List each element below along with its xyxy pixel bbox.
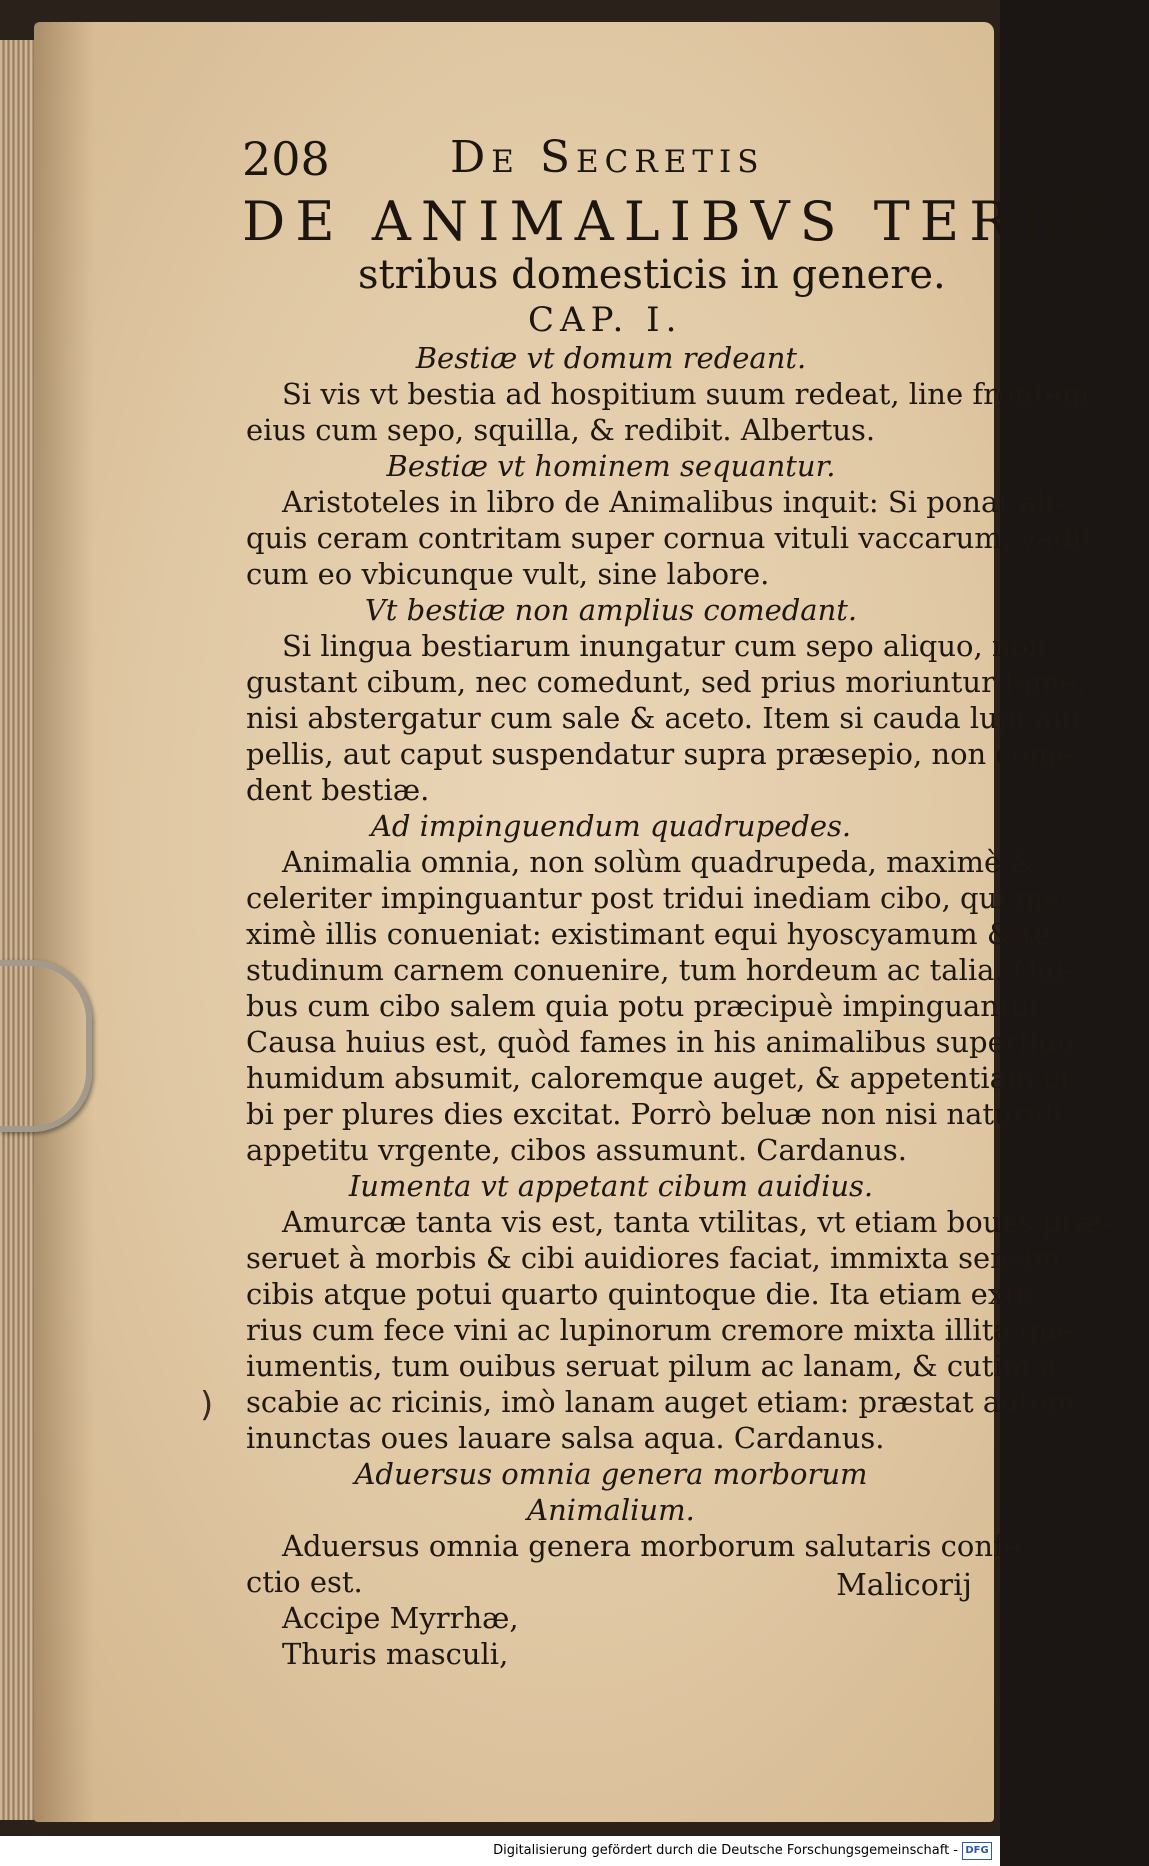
text-line: cum eo vbicunque vult, sine labore. xyxy=(246,557,770,591)
section-heading: Ad impinguendum quadrupedes. xyxy=(370,809,852,843)
book-clip xyxy=(0,960,92,1132)
text-line: Si lingua bestiarum inungatur cum sepo aliquo, non xyxy=(282,629,1047,663)
gutter-shadow xyxy=(34,22,94,1822)
recipe-line: Accipe Myrrhæ, xyxy=(282,1601,519,1635)
text-line: quis ceram contritam super cornua vituli vaccarum, vadit xyxy=(246,521,1094,555)
margin-bracket-mark: ) xyxy=(200,1385,214,1425)
page-header xyxy=(242,132,802,192)
dfg-logo: DFG xyxy=(962,1842,992,1860)
chapter-title-line2: stribus domesticis in genere. xyxy=(358,252,946,298)
text-line: eius cum sepo, squilla, & redibit. Albertus. xyxy=(246,413,876,447)
text-line: ximè illis conueniat: existimant equi hyoscyamum & te- xyxy=(246,917,1061,951)
funding-credit: Digitalisierung gefördert durch die Deutsche Forschungsgemeinschaft - xyxy=(493,1843,958,1858)
text-line: seruet à morbis & cibi auidiores faciat, immixta sensim xyxy=(246,1241,1061,1275)
text-line: inunctas oues lauare salsa aqua. Cardanus. xyxy=(246,1421,885,1455)
chapter-number: CAP. I. xyxy=(528,300,683,340)
section-heading: Vt bestiæ non amplius comedant. xyxy=(364,593,858,627)
section-heading-continued: Animalium. xyxy=(527,1493,695,1527)
section-heading: Aduersus omnia genera morborum xyxy=(354,1457,868,1491)
section-heading: Bestiæ vt domum redeant. xyxy=(415,341,807,375)
text-line: Causa huius est, quòd fames in his animalibus superfluū xyxy=(246,1025,1076,1059)
recipe-line: Thuris masculi, xyxy=(282,1637,509,1671)
text-line: pellis, aut caput suspendatur supra præsepio, non come- xyxy=(246,737,1084,771)
catchword: Malicorij xyxy=(836,1568,972,1603)
text-line: dent bestiæ. xyxy=(246,773,430,807)
text-line: Aristoteles in libro de Animalibus inquit: Si ponat ali- xyxy=(282,485,1065,519)
text-line: Si vis vt bestia ad hospitium suum redeat, line frontem xyxy=(282,377,1090,411)
text-line: ctio est. xyxy=(246,1565,363,1599)
text-line: nisi abstergatur cum sale & aceto. Item si cauda lupi aut xyxy=(246,701,1083,735)
text-line: scabie ac ricinis, imò lanam auget etiam: præstat autem xyxy=(246,1385,1076,1419)
text-line: cibis atque potui quarto quintoque die. Ita etiam exte- xyxy=(246,1277,1043,1311)
text-line: bus cum cibo salem quia potu præcipuè impinguantur. xyxy=(246,989,1050,1023)
text-line: Animalia omnia, non solùm quadrupeda, maximè & xyxy=(282,845,1037,879)
text-line: iumentis, tum ouibus seruat pilum ac lanam, & cutim à xyxy=(246,1349,1057,1383)
section-heading: Bestiæ vt hominem sequantur. xyxy=(386,449,836,483)
text-line: rius cum fece vini ac lupinorum cremore mixta illita que xyxy=(246,1313,1075,1347)
text-line: humidum absumit, caloremque auget, & appetentiam ci- xyxy=(246,1061,1079,1095)
text-line: Amurcæ tanta vis est, tanta vtilitas, vt etiam boues præ- xyxy=(282,1205,1113,1239)
chapter-title-line1: DE ANIMALIBVS TERRE- xyxy=(242,190,1149,253)
section-heading: Iumenta vt appetant cibum auidius. xyxy=(348,1169,874,1203)
text-line: Aduersus omnia genera morborum salutaris confe- xyxy=(282,1529,1031,1563)
text-line: studinum carnem conuenire, tum hordeum ac talia. Oui- xyxy=(246,953,1075,987)
page-number: 208 xyxy=(242,132,330,186)
text-line: bi per plures dies excitat. Porrò beluæ non nisi naturali xyxy=(246,1097,1063,1131)
digitization-footer xyxy=(0,1836,1000,1866)
text-line: celeriter impinguantur post tridui inediam cibo, qui ma- xyxy=(246,881,1071,915)
text-line: appetitu vrgente, cibos assumunt. Cardanus. xyxy=(246,1133,907,1167)
text-line: gustant cibum, nec comedunt, sed prius moriuntur fame, xyxy=(246,665,1087,699)
text-body xyxy=(246,340,1113,1672)
running-head: De Secretis xyxy=(450,132,765,183)
